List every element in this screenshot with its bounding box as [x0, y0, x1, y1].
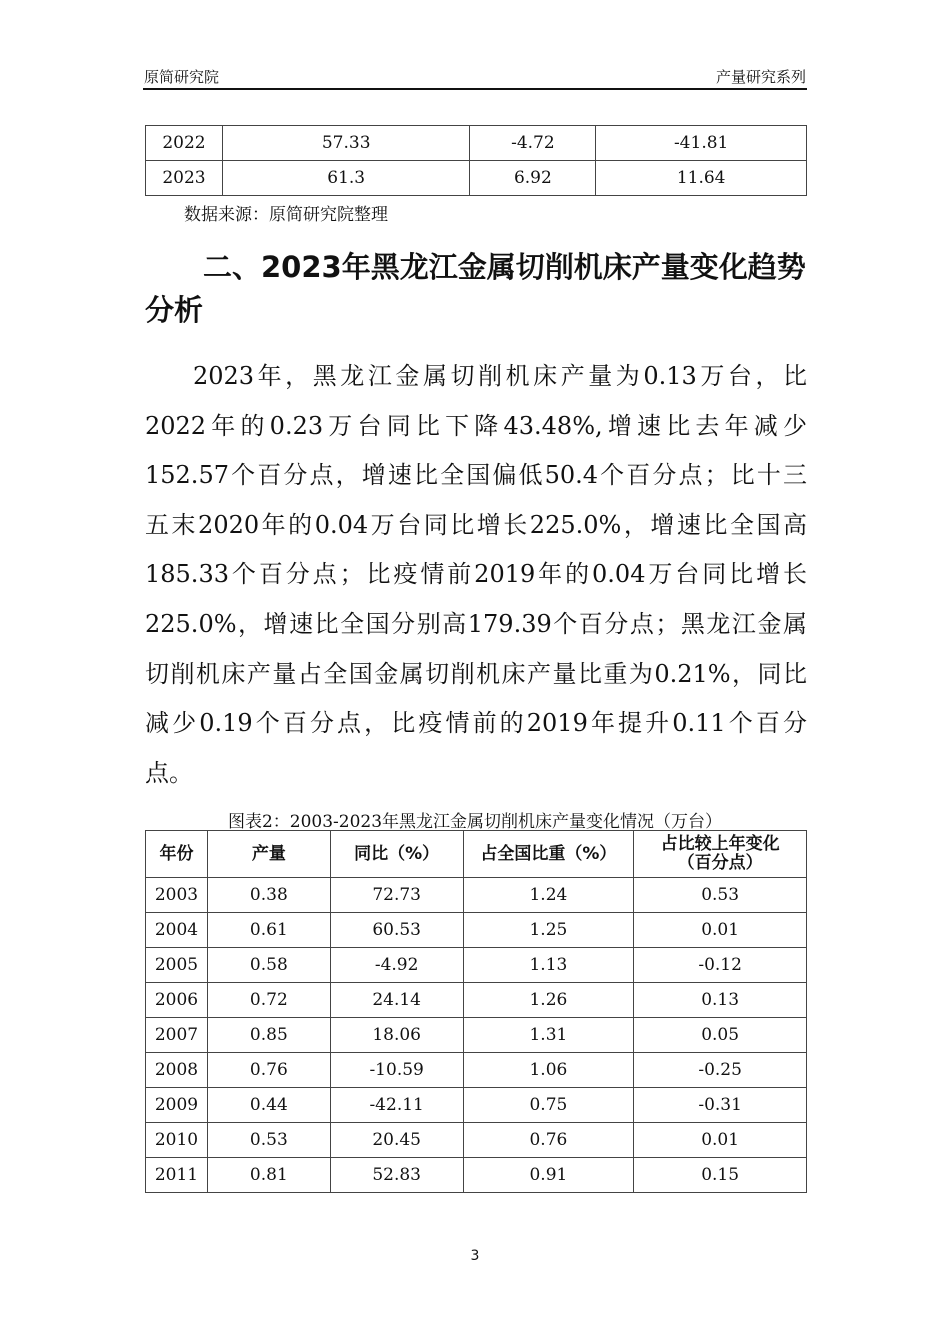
column-header: 占比较上年变化 （百分点） — [634, 831, 807, 878]
table-cell: 1.24 — [463, 878, 634, 913]
table-cell: 0.53 — [634, 878, 807, 913]
table-cell: 1.25 — [463, 913, 634, 948]
table-cell: 1.31 — [463, 1018, 634, 1053]
table-cell: 2007 — [146, 1018, 208, 1053]
production-table — [145, 830, 807, 1193]
table-row — [146, 1158, 807, 1193]
table-cell: 0.15 — [634, 1158, 807, 1193]
table-cell: 0.01 — [634, 913, 807, 948]
table-cell: -0.12 — [634, 948, 807, 983]
table-cell: 2006 — [146, 983, 208, 1018]
table-cell: 0.13 — [634, 983, 807, 1018]
table-cell: 2004 — [146, 913, 208, 948]
paragraph-line: 减少0.19个百分点，比疫情前的2019年提升0.11个百分 — [145, 709, 807, 738]
table-row — [146, 1123, 807, 1158]
table-cell: 0.91 — [463, 1158, 634, 1193]
table-cell: -4.92 — [330, 948, 463, 983]
table-cell: 0.01 — [634, 1123, 807, 1158]
column-header: 同比（%） — [330, 831, 463, 878]
paragraph-line: 2023年，黑龙江金属切削机床产量为0.13万台，比 — [193, 362, 807, 390]
table-cell: 0.81 — [207, 1158, 330, 1193]
table-continued — [145, 125, 807, 196]
table-caption: 图表2：2003-2023年黑龙江金属切削机床产量变化情况（万台） — [227, 812, 723, 832]
data-source: 数据来源：原简研究院整理 — [184, 205, 388, 225]
table-cell: 2009 — [146, 1088, 208, 1123]
table-cell: -0.31 — [634, 1088, 807, 1123]
table-cell: 2023 — [146, 161, 223, 196]
table-cell: 2022 — [146, 126, 223, 161]
table-cell: 2003 — [146, 878, 208, 913]
column-header: 年份 — [146, 831, 208, 878]
table-cell: 18.06 — [330, 1018, 463, 1053]
table-row — [146, 878, 807, 913]
table-cell: 2010 — [146, 1123, 208, 1158]
section-heading: 二、2023年黑龙江金属切削机床产量变化趋势 — [203, 250, 806, 284]
table-cell: 11.64 — [596, 161, 807, 196]
column-header: 产量 — [207, 831, 330, 878]
table-cell: 52.83 — [330, 1158, 463, 1193]
table-cell: 0.61 — [207, 913, 330, 948]
table-cell: 0.38 — [207, 878, 330, 913]
table-cell: 0.05 — [634, 1018, 807, 1053]
header-left: 原简研究院 — [144, 68, 220, 86]
table-cell: 6.92 — [470, 161, 596, 196]
body-paragraph — [145, 352, 807, 798]
table-cell: 57.33 — [222, 126, 470, 161]
table-cell: 0.58 — [207, 948, 330, 983]
table-cell: -4.72 — [470, 126, 596, 161]
table-row — [146, 161, 807, 196]
table-row — [146, 1018, 807, 1053]
table-cell: 0.53 — [207, 1123, 330, 1158]
paragraph-line: 切削机床产量占全国金属切削机床产量比重为0.21%，同比 — [145, 659, 807, 688]
table-cell: 0.76 — [207, 1053, 330, 1088]
page-number: 3 — [470, 1248, 480, 1264]
paragraph-line: 点。 — [145, 758, 193, 787]
table-row — [146, 1053, 807, 1088]
paragraph-line: 185.33个百分点；比疫情前2019年的0.04万台同比增长 — [145, 560, 807, 589]
table-cell: 0.44 — [207, 1088, 330, 1123]
table-cell: 20.45 — [330, 1123, 463, 1158]
header-right: 产量研究系列 — [715, 68, 806, 86]
table-row — [146, 913, 807, 948]
table-row — [146, 126, 807, 161]
table-row — [146, 1088, 807, 1123]
table-cell: 0.76 — [463, 1123, 634, 1158]
paragraph-line: 225.0%，增速比全国分别高179.39个百分点；黑龙江金属 — [145, 609, 807, 638]
table-row — [146, 948, 807, 983]
paragraph-line: 152.57个百分点，增速比全国偏低50.4个百分点；比十三 — [145, 461, 807, 490]
table-cell: 1.06 — [463, 1053, 634, 1088]
table-row — [146, 983, 807, 1018]
table-cell: 60.53 — [330, 913, 463, 948]
paragraph-line: 五末2020年的0.04万台同比增长225.0%，增速比全国高 — [145, 510, 807, 539]
table-cell: 1.26 — [463, 983, 634, 1018]
table-cell: 0.85 — [207, 1018, 330, 1053]
table-cell: 2011 — [146, 1158, 208, 1193]
table-cell: 1.13 — [463, 948, 634, 983]
table-cell: -10.59 — [330, 1053, 463, 1088]
section-heading-cont: 分析 — [145, 293, 204, 327]
table-cell: 0.75 — [463, 1088, 634, 1123]
header-rule — [143, 88, 807, 90]
table-cell: -41.81 — [596, 126, 807, 161]
table-cell: 0.72 — [207, 983, 330, 1018]
table-cell: 72.73 — [330, 878, 463, 913]
column-header: 占全国比重（%） — [463, 831, 634, 878]
paragraph-line: 2022年的0.23万台同比下降43.48%,增速比去年减少 — [145, 411, 807, 440]
table-cell: 24.14 — [330, 983, 463, 1018]
table-cell: -42.11 — [330, 1088, 463, 1123]
table-cell: 61.3 — [222, 161, 470, 196]
table-cell: 2005 — [146, 948, 208, 983]
table-cell: -0.25 — [634, 1053, 807, 1088]
table-cell: 2008 — [146, 1053, 208, 1088]
